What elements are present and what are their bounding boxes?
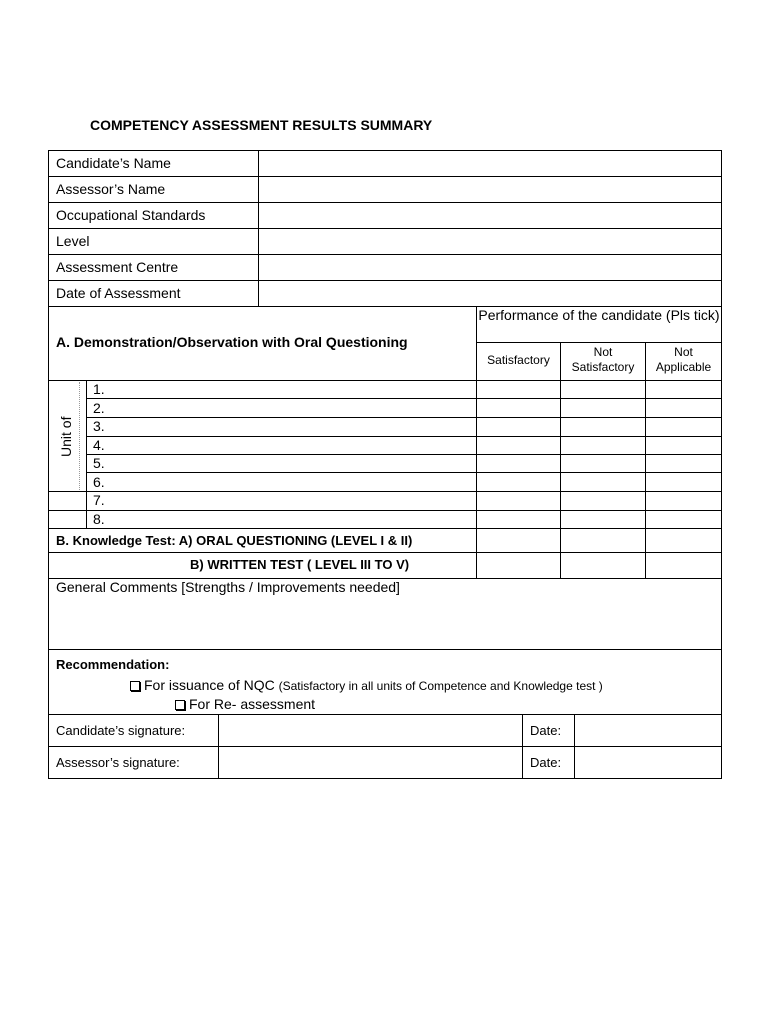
recommendation-label: Recommendation: [56,657,170,672]
assessor-name-label: Assessor’s Name [56,181,166,197]
checkbox-icon[interactable] [175,700,185,710]
recommendation-option-reassessment[interactable]: For Re- assessment [175,696,315,712]
assessment-centre-field[interactable] [259,255,721,280]
unit-row-7: 7. [93,492,105,508]
checkbox-icon[interactable] [130,681,140,691]
recommendation-option-nqc[interactable]: For issuance of NQC (Satisfactory in all units of Competence and Knowledge test ) [130,677,603,693]
unit-row-8: 8. [93,511,105,527]
candidate-date-label: Date: [530,723,562,738]
performance-header: Performance of the candidate (Pls tick) [478,307,720,323]
assessor-date-field[interactable] [575,747,721,778]
knowledge-test-oral-label: B. Knowledge Test: A) ORAL QUESTIONING (LEVEL I & II) [56,533,413,548]
candidate-date-field[interactable] [575,715,721,746]
unit-row-2: 2. [93,400,105,416]
col-not-satisfactory: Not Satisfactory [571,345,635,374]
occupational-standards-field[interactable] [259,203,721,228]
unit-row-4: 4. [93,437,105,453]
occupational-standards-label: Occupational Standards [56,207,206,223]
page-title: COMPETENCY ASSESSMENT RESULTS SUMMARY [90,117,433,133]
unit-row-3: 3. [93,418,105,434]
candidate-signature-field[interactable] [219,715,522,746]
section-a-label: A. Demonstration/Observation with Oral Questioning [56,334,408,350]
general-comments-field[interactable] [49,597,721,648]
candidate-signature-label: Candidate’s signature: [56,723,186,738]
general-comments-label: General Comments [Strengths / Improvements needed] [56,579,400,595]
level-field[interactable] [259,229,721,254]
knowledge-test-written-label: B) WRITTEN TEST ( LEVEL III TO V) [190,557,410,572]
assessor-date-label: Date: [530,755,562,770]
assessor-name-field[interactable] [259,177,721,202]
date-of-assessment-label: Date of Assessment [56,285,181,301]
candidate-name-field[interactable] [259,151,721,176]
col-not-applicable: Not Applicable [655,345,712,374]
date-of-assessment-field[interactable] [259,281,721,306]
unit-of-label: Unit of [58,416,74,457]
unit-row-1: 1. [93,381,105,397]
candidate-name-label: Candidate’s Name [56,155,171,171]
assessor-signature-field[interactable] [219,747,522,778]
level-label: Level [56,233,90,249]
unit-row-6: 6. [93,474,105,490]
assessor-signature-label: Assessor’s signature: [56,755,180,770]
col-satisfactory: Satisfactory [487,353,550,367]
assessment-centre-label: Assessment Centre [56,259,179,275]
unit-row-5: 5. [93,455,105,471]
